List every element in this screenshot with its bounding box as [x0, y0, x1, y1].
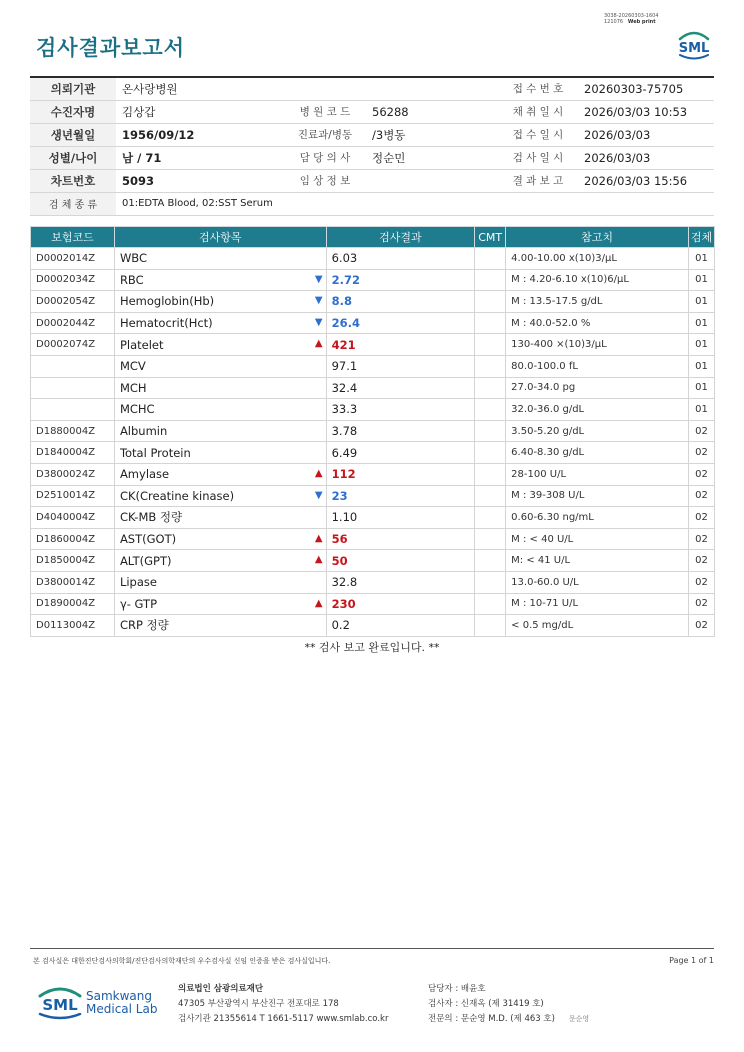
result-specimen: 01	[688, 269, 714, 291]
result-row	[31, 377, 715, 399]
down-triangle-icon: ▼	[314, 316, 323, 328]
result-reference: 80.0-100.0 fL	[506, 355, 689, 377]
col-header-cmt: CMT	[475, 227, 506, 248]
info-value: 정순민	[366, 146, 498, 169]
result-value: 112	[326, 463, 475, 485]
result-code: D0002054Z	[31, 291, 115, 313]
result-specimen: 02	[688, 615, 714, 637]
result-value: 56	[326, 528, 475, 550]
result-value: 2.72	[326, 269, 475, 291]
result-reference: 3.50-5.20 g/dL	[506, 420, 689, 442]
up-triangle-icon: ▲	[314, 554, 323, 566]
result-code	[31, 355, 115, 377]
result-cmt	[475, 463, 506, 485]
result-cmt	[475, 399, 506, 421]
col-header-specimen: 검체	[688, 227, 714, 248]
result-value: 97.1	[326, 355, 475, 377]
result-item-label: MCHC	[119, 402, 155, 417]
result-cmt	[475, 528, 506, 550]
print-code	[604, 13, 659, 25]
result-item-label: CRP 정량	[119, 618, 169, 633]
info-label: 생년월일	[30, 123, 116, 146]
svg-text:SML: SML	[678, 41, 710, 56]
info-row	[30, 169, 714, 192]
col-header-ref: 참고치	[506, 227, 689, 248]
result-item-label: Albumin	[119, 424, 168, 439]
info-label: 검 사 일 시	[498, 146, 578, 169]
info-label: 접 수 일 시	[498, 123, 578, 146]
result-specimen: 02	[688, 420, 714, 442]
result-value: 6.49	[326, 442, 475, 464]
info-value: 남 / 71	[116, 146, 284, 169]
result-item	[114, 593, 326, 615]
result-reference: < 0.5 mg/dL	[506, 615, 689, 637]
result-cmt	[475, 291, 506, 313]
result-specimen: 01	[688, 399, 714, 421]
result-cmt	[475, 248, 506, 270]
result-item-label: RBC	[119, 272, 144, 287]
result-value: 8.8	[326, 291, 475, 313]
result-reference: 13.0-60.0 U/L	[506, 571, 689, 593]
result-reference: 28-100 U/L	[506, 463, 689, 485]
result-row	[31, 420, 715, 442]
result-value: 421	[326, 334, 475, 356]
result-item	[114, 615, 326, 637]
result-cmt	[475, 485, 506, 507]
result-reference: M : 39-308 U/L	[506, 485, 689, 507]
result-row	[31, 593, 715, 615]
down-triangle-icon: ▼	[314, 273, 323, 285]
samkwang-logo-icon	[36, 982, 84, 1022]
brand-line2: Medical Lab	[86, 1002, 158, 1016]
info-label: 의뢰기관	[30, 77, 116, 100]
info-row	[30, 100, 714, 123]
result-row	[31, 615, 715, 637]
result-reference: 32.0-36.0 g/dL	[506, 399, 689, 421]
result-row	[31, 334, 715, 356]
result-specimen: 01	[688, 248, 714, 270]
result-item	[114, 420, 326, 442]
result-cmt	[475, 269, 506, 291]
result-row	[31, 528, 715, 550]
result-specimen: 02	[688, 485, 714, 507]
result-row	[31, 485, 715, 507]
down-triangle-icon: ▼	[314, 489, 323, 501]
result-item	[114, 248, 326, 270]
result-specimen: 02	[688, 442, 714, 464]
foundation-info	[178, 982, 388, 1027]
result-cmt	[475, 420, 506, 442]
info-value: 2026/03/03 10:53	[578, 100, 714, 123]
result-item-label: ALT(GPT)	[119, 553, 172, 568]
result-value: 33.3	[326, 399, 475, 421]
result-specimen: 02	[688, 528, 714, 550]
info-value: 김상갑	[116, 100, 284, 123]
info-row	[30, 192, 714, 215]
result-item	[114, 463, 326, 485]
result-reference: 0.60-6.30 ng/mL	[506, 507, 689, 529]
result-row	[31, 507, 715, 529]
result-code: D0002074Z	[31, 334, 115, 356]
result-row	[31, 399, 715, 421]
down-triangle-icon: ▼	[314, 295, 323, 307]
info-label: 담 당 의 사	[284, 146, 366, 169]
result-cmt	[475, 593, 506, 615]
staff-tester: 검사자 : 신재옥 (제 31419 호)	[428, 999, 544, 1009]
result-reference: 130-400 ×(10)3/μL	[506, 334, 689, 356]
result-value: 3.78	[326, 420, 475, 442]
result-specimen: 01	[688, 312, 714, 334]
up-triangle-icon: ▲	[314, 467, 323, 479]
page-title: 검사결과보고서	[36, 36, 186, 60]
result-cmt	[475, 507, 506, 529]
result-item-label: Total Protein	[119, 445, 191, 460]
result-code: D1890004Z	[31, 593, 115, 615]
svg-text:SML: SML	[42, 996, 78, 1014]
foundation-contact: 검사기관 21355614 T 1661-5117 www.smlab.co.kr	[178, 1014, 389, 1024]
result-value: 26.4	[326, 312, 475, 334]
result-row	[31, 571, 715, 593]
result-item-label: WBC	[119, 251, 148, 266]
result-reference: 6.40-8.30 g/dL	[506, 442, 689, 464]
result-cmt	[475, 550, 506, 572]
up-triangle-icon: ▲	[314, 597, 323, 609]
result-code: D3800014Z	[31, 571, 115, 593]
result-reference: M : 13.5-17.5 g/dL	[506, 291, 689, 313]
result-row	[31, 269, 715, 291]
result-code: D3800024Z	[31, 463, 115, 485]
result-row	[31, 355, 715, 377]
print-code-line1: 3038-20260303-1604	[604, 13, 659, 19]
info-value: 2026/03/03	[578, 146, 714, 169]
signature: 문순영	[568, 1015, 590, 1023]
info-value: 2026/03/03 15:56	[578, 169, 714, 192]
result-specimen: 02	[688, 507, 714, 529]
result-item	[114, 550, 326, 572]
info-value	[366, 169, 498, 192]
result-row	[31, 550, 715, 572]
footer-divider	[30, 948, 714, 949]
sml-logo-icon	[674, 26, 714, 62]
result-value: 230	[326, 593, 475, 615]
result-cmt	[475, 355, 506, 377]
result-cmt	[475, 615, 506, 637]
result-item-label: Hematocrit(Hct)	[119, 316, 213, 331]
info-label: 병 원 코 드	[284, 100, 366, 123]
brand-line1: Samkwang	[86, 989, 152, 1003]
col-header-result: 검사결과	[326, 227, 475, 248]
result-item-label: MCH	[119, 380, 147, 395]
result-code: D4040004Z	[31, 507, 115, 529]
result-item	[114, 571, 326, 593]
info-row	[30, 77, 714, 100]
result-reference: M : < 40 U/L	[506, 528, 689, 550]
result-item	[114, 507, 326, 529]
result-item	[114, 528, 326, 550]
info-label: 임 상 정 보	[284, 169, 366, 192]
result-code: D0002034Z	[31, 269, 115, 291]
result-item-label: CK(Creatine kinase)	[119, 488, 235, 503]
col-header-item: 검사항목	[114, 227, 326, 248]
patient-info-table	[30, 76, 714, 216]
result-specimen: 02	[688, 550, 714, 572]
info-value: /3병동	[366, 123, 498, 146]
report-complete-note: ** 검사 보고 완료입니다. **	[304, 641, 440, 654]
result-row	[31, 248, 715, 270]
result-item-label: CK-MB 정량	[119, 510, 183, 525]
result-specimen: 02	[688, 571, 714, 593]
result-specimen: 01	[688, 291, 714, 313]
info-value: 2026/03/03	[578, 123, 714, 146]
result-item-label: Amylase	[119, 467, 170, 482]
info-value: 1956/09/12	[116, 123, 284, 146]
result-specimen: 01	[688, 334, 714, 356]
result-item	[114, 334, 326, 356]
result-item	[114, 377, 326, 399]
info-label: 차트번호	[30, 169, 116, 192]
result-reference: M : 10-71 U/L	[506, 593, 689, 615]
result-code: D2510014Z	[31, 485, 115, 507]
result-value: 1.10	[326, 507, 475, 529]
result-cmt	[475, 377, 506, 399]
result-code: D1840004Z	[31, 442, 115, 464]
result-code: D0002044Z	[31, 312, 115, 334]
certification-note: 본 검사실은 대한진단검사의학회/진단검사의학재단의 우수검사실 신임 인증을 받은 검사실입니다.	[33, 957, 331, 965]
info-label: 접 수 번 호	[498, 77, 578, 100]
up-triangle-icon: ▲	[314, 338, 323, 350]
col-header-code: 보험코드	[31, 227, 115, 248]
result-code: D1860004Z	[31, 528, 115, 550]
result-code: D0002014Z	[31, 248, 115, 270]
brand-name	[86, 990, 157, 1016]
info-label: 검 체 종 류	[30, 192, 116, 215]
result-item-label: AST(GOT)	[119, 532, 177, 547]
print-web-label: Web print	[627, 19, 656, 25]
staff-info	[428, 982, 589, 1027]
info-value: 온사랑병원	[116, 77, 498, 100]
result-item-label: γ- GTP	[119, 596, 158, 611]
result-row	[31, 291, 715, 313]
print-code-line2: 121076	[604, 19, 624, 25]
result-item-label: MCV	[119, 359, 146, 374]
result-item	[114, 291, 326, 313]
result-item	[114, 442, 326, 464]
result-specimen: 01	[688, 377, 714, 399]
result-value: 23	[326, 485, 475, 507]
info-row	[30, 146, 714, 169]
result-specimen: 01	[688, 355, 714, 377]
result-cmt	[475, 334, 506, 356]
result-reference: 4.00-10.00 x(10)3/μL	[506, 248, 689, 270]
info-label: 수진자명	[30, 100, 116, 123]
info-value: 20260303-75705	[578, 77, 714, 100]
info-value: 01:EDTA Blood, 02:SST Serum	[116, 192, 714, 215]
info-label: 채 취 일 시	[498, 100, 578, 123]
result-cmt	[475, 571, 506, 593]
result-code: D1850004Z	[31, 550, 115, 572]
result-cmt	[475, 312, 506, 334]
info-label: 성별/나이	[30, 146, 116, 169]
result-value: 32.8	[326, 571, 475, 593]
result-row	[31, 442, 715, 464]
result-item	[114, 355, 326, 377]
result-row	[31, 463, 715, 485]
result-item	[114, 269, 326, 291]
info-label: 진료과/병동	[284, 123, 366, 146]
info-value: 5093	[116, 169, 284, 192]
results-header-row	[31, 227, 715, 248]
info-value: 56288	[366, 100, 498, 123]
result-reference: M: < 41 U/L	[506, 550, 689, 572]
result-cmt	[475, 442, 506, 464]
result-reference: M : 40.0-52.0 %	[506, 312, 689, 334]
result-value: 32.4	[326, 377, 475, 399]
staff-manager: 담당자 : 배윤호	[428, 984, 486, 994]
result-code	[31, 399, 115, 421]
result-item	[114, 312, 326, 334]
results-table	[30, 226, 715, 637]
info-label: 결 과 보 고	[498, 169, 578, 192]
page-number: Page 1 of 1	[669, 956, 714, 965]
result-row	[31, 312, 715, 334]
result-value: 0.2	[326, 615, 475, 637]
result-reference: M : 4.20-6.10 x(10)6/μL	[506, 269, 689, 291]
info-row	[30, 123, 714, 146]
result-code: D1880004Z	[31, 420, 115, 442]
result-code	[31, 377, 115, 399]
result-item	[114, 399, 326, 421]
result-reference: 27.0-34.0 pg	[506, 377, 689, 399]
results-body	[31, 248, 715, 637]
result-code: D0113004Z	[31, 615, 115, 637]
foundation-name: 의료법인 삼광의료재단	[178, 984, 264, 994]
result-item-label: Platelet	[119, 337, 164, 352]
result-item	[114, 485, 326, 507]
result-value: 50	[326, 550, 475, 572]
result-item-label: Hemoglobin(Hb)	[119, 294, 215, 309]
foundation-address: 47305 부산광역시 부산진구 전포대로 178	[178, 999, 339, 1009]
up-triangle-icon: ▲	[314, 532, 323, 544]
result-specimen: 02	[688, 463, 714, 485]
result-specimen: 02	[688, 593, 714, 615]
result-value: 6.03	[326, 248, 475, 270]
staff-specialist: 전문의 : 문순영 M.D. (제 463 호)	[428, 1014, 555, 1024]
result-item-label: Lipase	[119, 575, 157, 590]
